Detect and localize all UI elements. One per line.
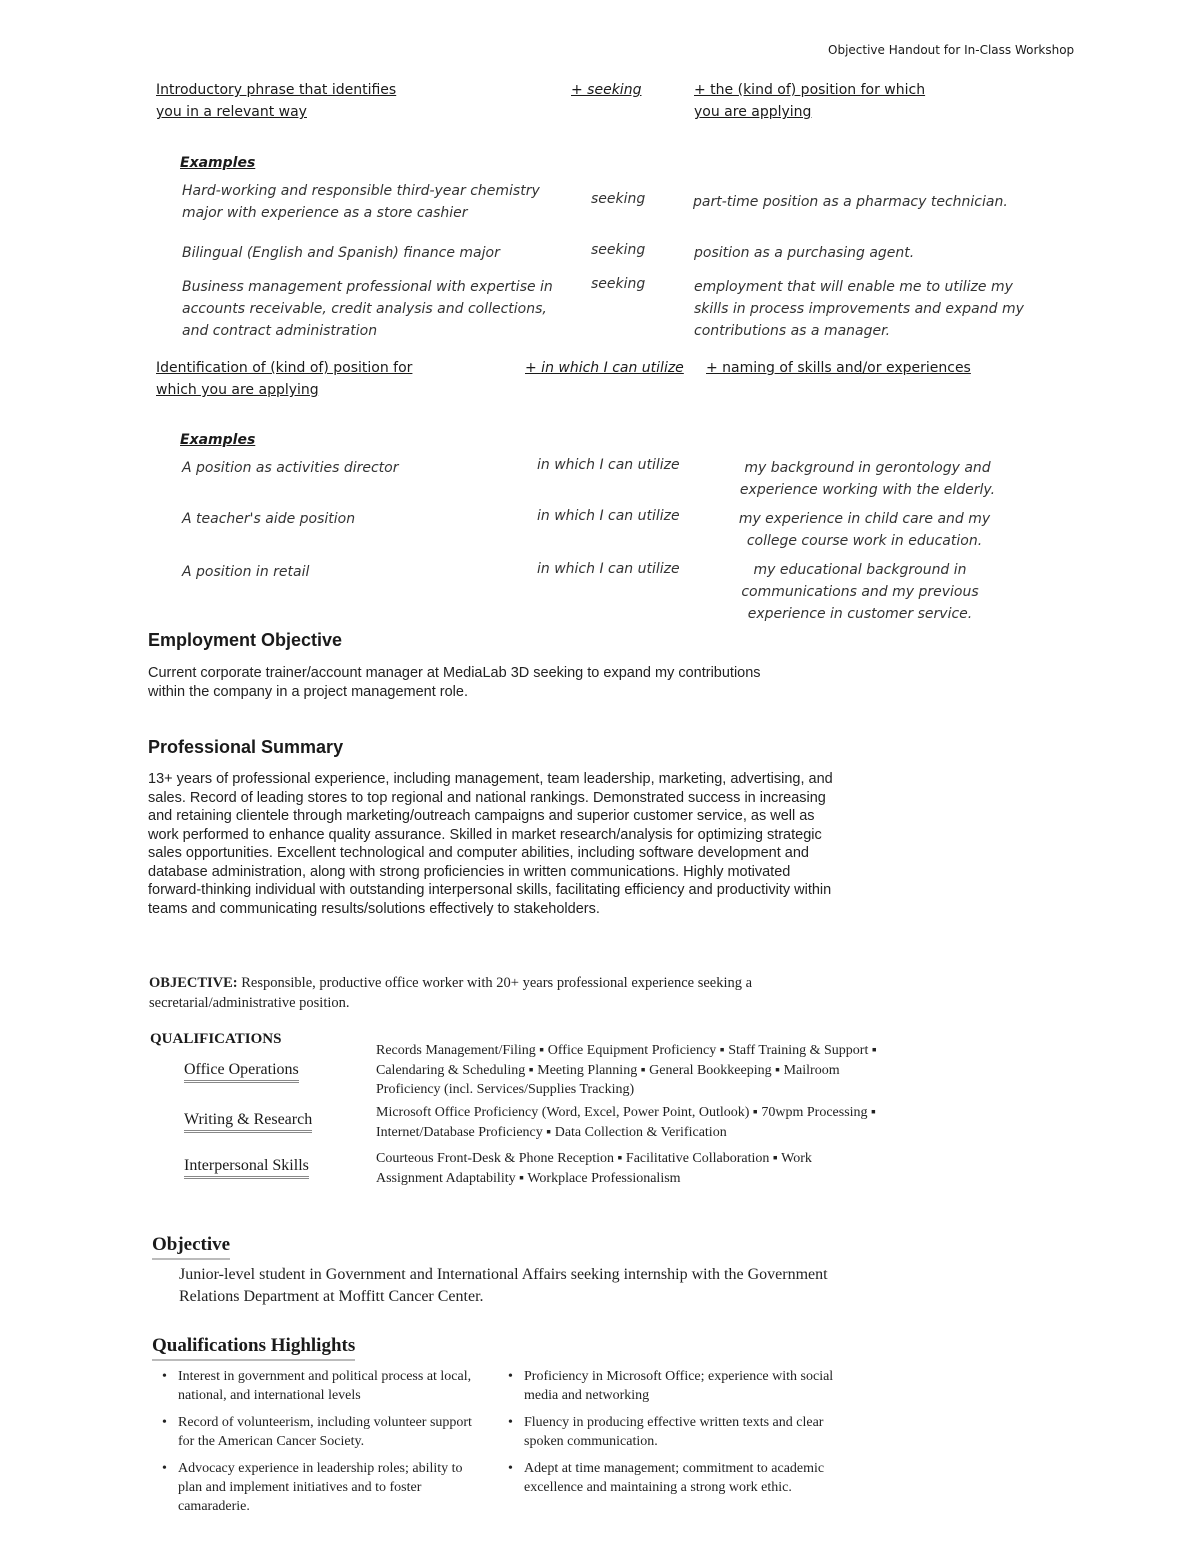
examples2-row1-mid: in which I can utilize [537, 457, 680, 473]
employment-objective-title: Employment Objective [148, 630, 343, 650]
qual-label-office-operations: Office Operations [184, 1061, 299, 1083]
employment-objective-text: Current corporate trainer/account manager at MediaLab 3D seeking to expand my contributions within the company in a project management role. [148, 665, 761, 700]
list-item: • Interest in government and political process at local, national, and international levels [162, 1367, 472, 1405]
list-item: • Fluency in producing effective written texts and clear spoken communication. [508, 1413, 848, 1451]
qual-text-interpersonal-skills: Courteous Front-Desk & Phone Reception ▪ Facilitative Collaboration ▪ Work Assignment Adaptability ▪ Workplace Professionalism [376, 1151, 812, 1186]
qual-text-office-operations: Records Management/Filing ▪ Office Equipment Proficiency ▪ Staff Training & Support ▪ Calendaring & Scheduling ▪ Meeting Planning ▪ General Bookkeeping ▪ Mailroom Proficiency (incl. Services/Supplies Tracking) [376, 1043, 877, 1097]
formula2-part1-line1: Identification of (kind of) position for [156, 360, 413, 376]
examples2-row1-left: A position as activities director [182, 460, 399, 476]
examples1-row3-right: employment that will enable me to utilize my skills in process improvements and expand my contributions as a manager. [694, 279, 1024, 339]
formula1-part1-line2: you in a relevant way [156, 104, 307, 120]
qual-label-interpersonal-skills: Interpersonal Skills [184, 1157, 309, 1179]
formula2-utilize: + in which I can utilize [525, 360, 684, 376]
objective-label: OBJECTIVE: [149, 975, 238, 991]
formula1-part3 [694, 79, 925, 123]
examples1-row3-mid: seeking [591, 276, 646, 292]
highlights-right-list [508, 1367, 848, 1505]
formula2-part3 [706, 357, 971, 379]
formula1-part2 [571, 79, 641, 101]
formula1-seeking: + seeking [571, 82, 642, 98]
examples2-heading: Examples [180, 432, 256, 448]
highlights-left-list [162, 1367, 472, 1524]
examples2-row3-mid: in which I can utilize [537, 561, 680, 577]
formula1-part3-line2: you are applying [694, 104, 812, 120]
list-item: • Proficiency in Microsoft Office; experience with social media and networking [508, 1367, 848, 1405]
list-item: • Adept at time management; commitment to academic excellence and maintaining a strong work ethic. [508, 1459, 848, 1497]
formula1-part3-line1: + the (kind of) position for which [694, 82, 926, 98]
qualifications-highlights-title: Qualifications Highlights [152, 1335, 355, 1361]
examples1-row2-mid: seeking [591, 242, 646, 258]
formula2-part2 [525, 357, 684, 379]
formula2-part1-line2: which you are applying [156, 382, 319, 398]
examples1-row2-right: position as a purchasing agent. [694, 245, 915, 261]
formula2-part1 [156, 357, 412, 401]
handout-header: Objective Handout for In-Class Workshop [828, 43, 1075, 57]
objective-title: Objective [152, 1234, 230, 1260]
examples2-row1-right: my background in gerontology and experience working with the elderly. [739, 460, 996, 498]
list-item: • Advocacy experience in leadership roles; ability to plan and implement initiatives and to foster camaraderie. [162, 1459, 472, 1516]
qual-text-writing-research: Microsoft Office Proficiency (Word, Excel, Power Point, Outlook) ▪ 70wpm Processing ▪ Internet/Database Proficiency ▪ Data Collection & Verification [376, 1105, 877, 1140]
qual-label-writing-research: Writing & Research [184, 1111, 312, 1133]
qualifications-heading: QUALIFICATIONS [150, 1031, 282, 1047]
examples1-row1-mid: seeking [591, 191, 646, 207]
examples1-heading: Examples [180, 155, 256, 171]
examples1-row1-left: Hard-working and responsible third-year chemistry major with experience as a store cashier [182, 183, 540, 221]
examples1-row1-right: part-time position as a pharmacy technician. [693, 194, 1008, 210]
examples2-row3-right: my educational background in communications and my previous experience in customer service. [741, 562, 979, 622]
examples2-row2-right: my experience in child care and my college course work in education. [738, 511, 991, 549]
professional-summary-title: Professional Summary [148, 737, 344, 757]
examples1-row3-left: Business management professional with expertise in accounts receivable, credit analysis and collections, and contract administration [182, 279, 553, 339]
examples2-row2-mid: in which I can utilize [537, 508, 680, 524]
examples2-row2-left: A teacher's aide position [182, 511, 356, 527]
list-item: • Record of volunteerism, including volunteer support for the American Cancer Society. [162, 1413, 472, 1451]
examples2-row3-left: A position in retail [182, 564, 310, 580]
formula1-part1-line1: Introductory phrase that identifies [156, 82, 397, 98]
objective-text: Junior-level student in Government and International Affairs seeking internship with the Government Relations Department at Moffitt Cancer Center. [179, 1266, 828, 1305]
examples1-row2-left: Bilingual (English and Spanish) finance major [182, 245, 500, 261]
objective-statement [149, 973, 829, 1013]
professional-summary-text: 13+ years of professional experience, including management, team leadership, marketing, advertising, and sales. Record of leading stores to top regional and national rankings. Demonstrated success in increasing and retaining clientele through marketing/outreach campaigns and superior customer service, as well as work performed to enhance quality assurance. Skilled in market research/analysis for optimizing strategic sales opportunities. Excellent technological and computer abilities, including software development and database administration, along with strong proficiencies in written communications. Highly motivated forward-thinking individual with outstanding interpersonal skills, facilitating efficiency and productivity within teams and communicating results/solutions effectively to stakeholders. [148, 771, 833, 917]
formula1-part1 [156, 79, 396, 123]
objective-statement-text: Responsible, productive office worker with 20+ years professional experience seeking a secretarial/administrative position. [149, 975, 753, 1011]
formula2-naming: + naming of skills and/or experiences [706, 360, 971, 376]
